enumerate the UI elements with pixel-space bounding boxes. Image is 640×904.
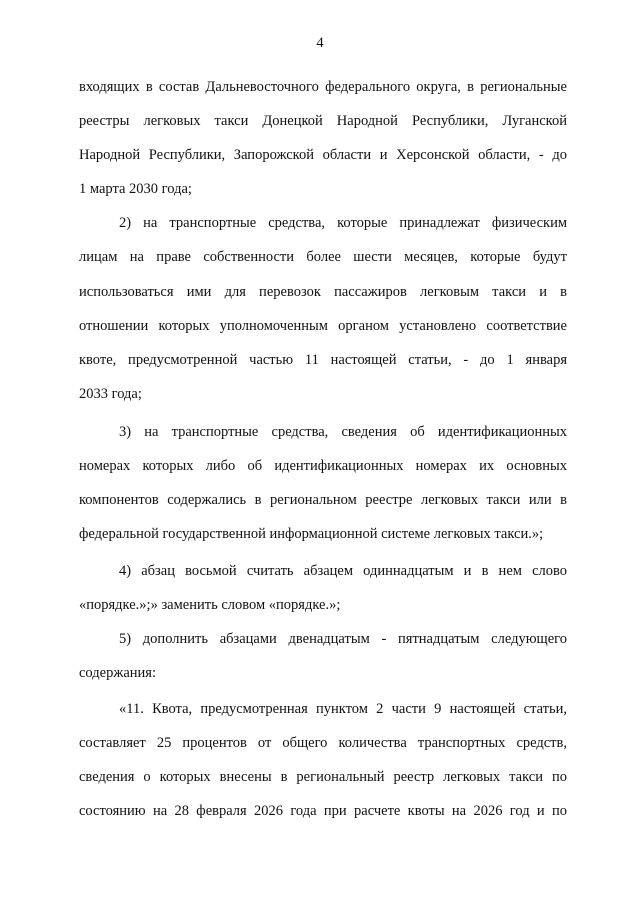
text-line: содержания: xyxy=(79,665,157,681)
text-line: лицам на праве собственности более шести месяцев, которые будут xyxy=(79,249,567,265)
text-line: номерах которых либо об идентификационных номерах их основных xyxy=(79,458,567,474)
text-line: отношении которых уполномоченным органом установлено соответствие xyxy=(79,318,567,334)
text-line: компонентов содержались в региональном реестре легковых такси или в xyxy=(79,492,567,508)
text-line: входящих в состав Дальневосточного федерального округа, в региональные xyxy=(79,79,567,95)
text-line: реестры легковых такси Донецкой Народной Республики, Луганской xyxy=(79,113,567,129)
text-line: федеральной государственной информационной системе легковых такси.»; xyxy=(79,526,544,542)
text-line: Народной Республики, Запорожской области и Херсонской области, - до xyxy=(79,147,567,163)
text-line: составляет 25 процентов от общего количества транспортных средств, xyxy=(79,735,567,751)
text-line: использоваться ими для перевозок пассажиров легковым такси и в xyxy=(79,284,567,300)
text-line: квоте, предусмотренной частью 11 настоящей статьи, - до 1 января xyxy=(79,352,567,368)
text-line: 1 марта 2030 года; xyxy=(79,181,192,197)
text-line: 5) дополнить абзацами двенадцатым - пятнадцатым следующего xyxy=(119,631,567,647)
text-line: состоянию на 28 февраля 2026 года при расчете квоты на 2026 год и по xyxy=(79,803,567,819)
text-line: «порядке.»;» заменить словом «порядке.»; xyxy=(79,597,341,613)
text-line: сведения о которых внесены в региональный реестр легковых такси по xyxy=(79,769,567,785)
text-line: 3) на транспортные средства, сведения об идентификационных xyxy=(119,424,567,440)
text-line: 2033 года; xyxy=(79,386,142,402)
page-number: 4 xyxy=(316,35,324,51)
text-line: 2) на транспортные средства, которые принадлежат физическим xyxy=(119,215,567,231)
text-line: «11. Квота, предусмотренная пунктом 2 части 9 настоящей статьи, xyxy=(119,701,567,717)
text-line: 4) абзац восьмой считать абзацем одиннадцатым и в нем слово xyxy=(119,563,567,579)
